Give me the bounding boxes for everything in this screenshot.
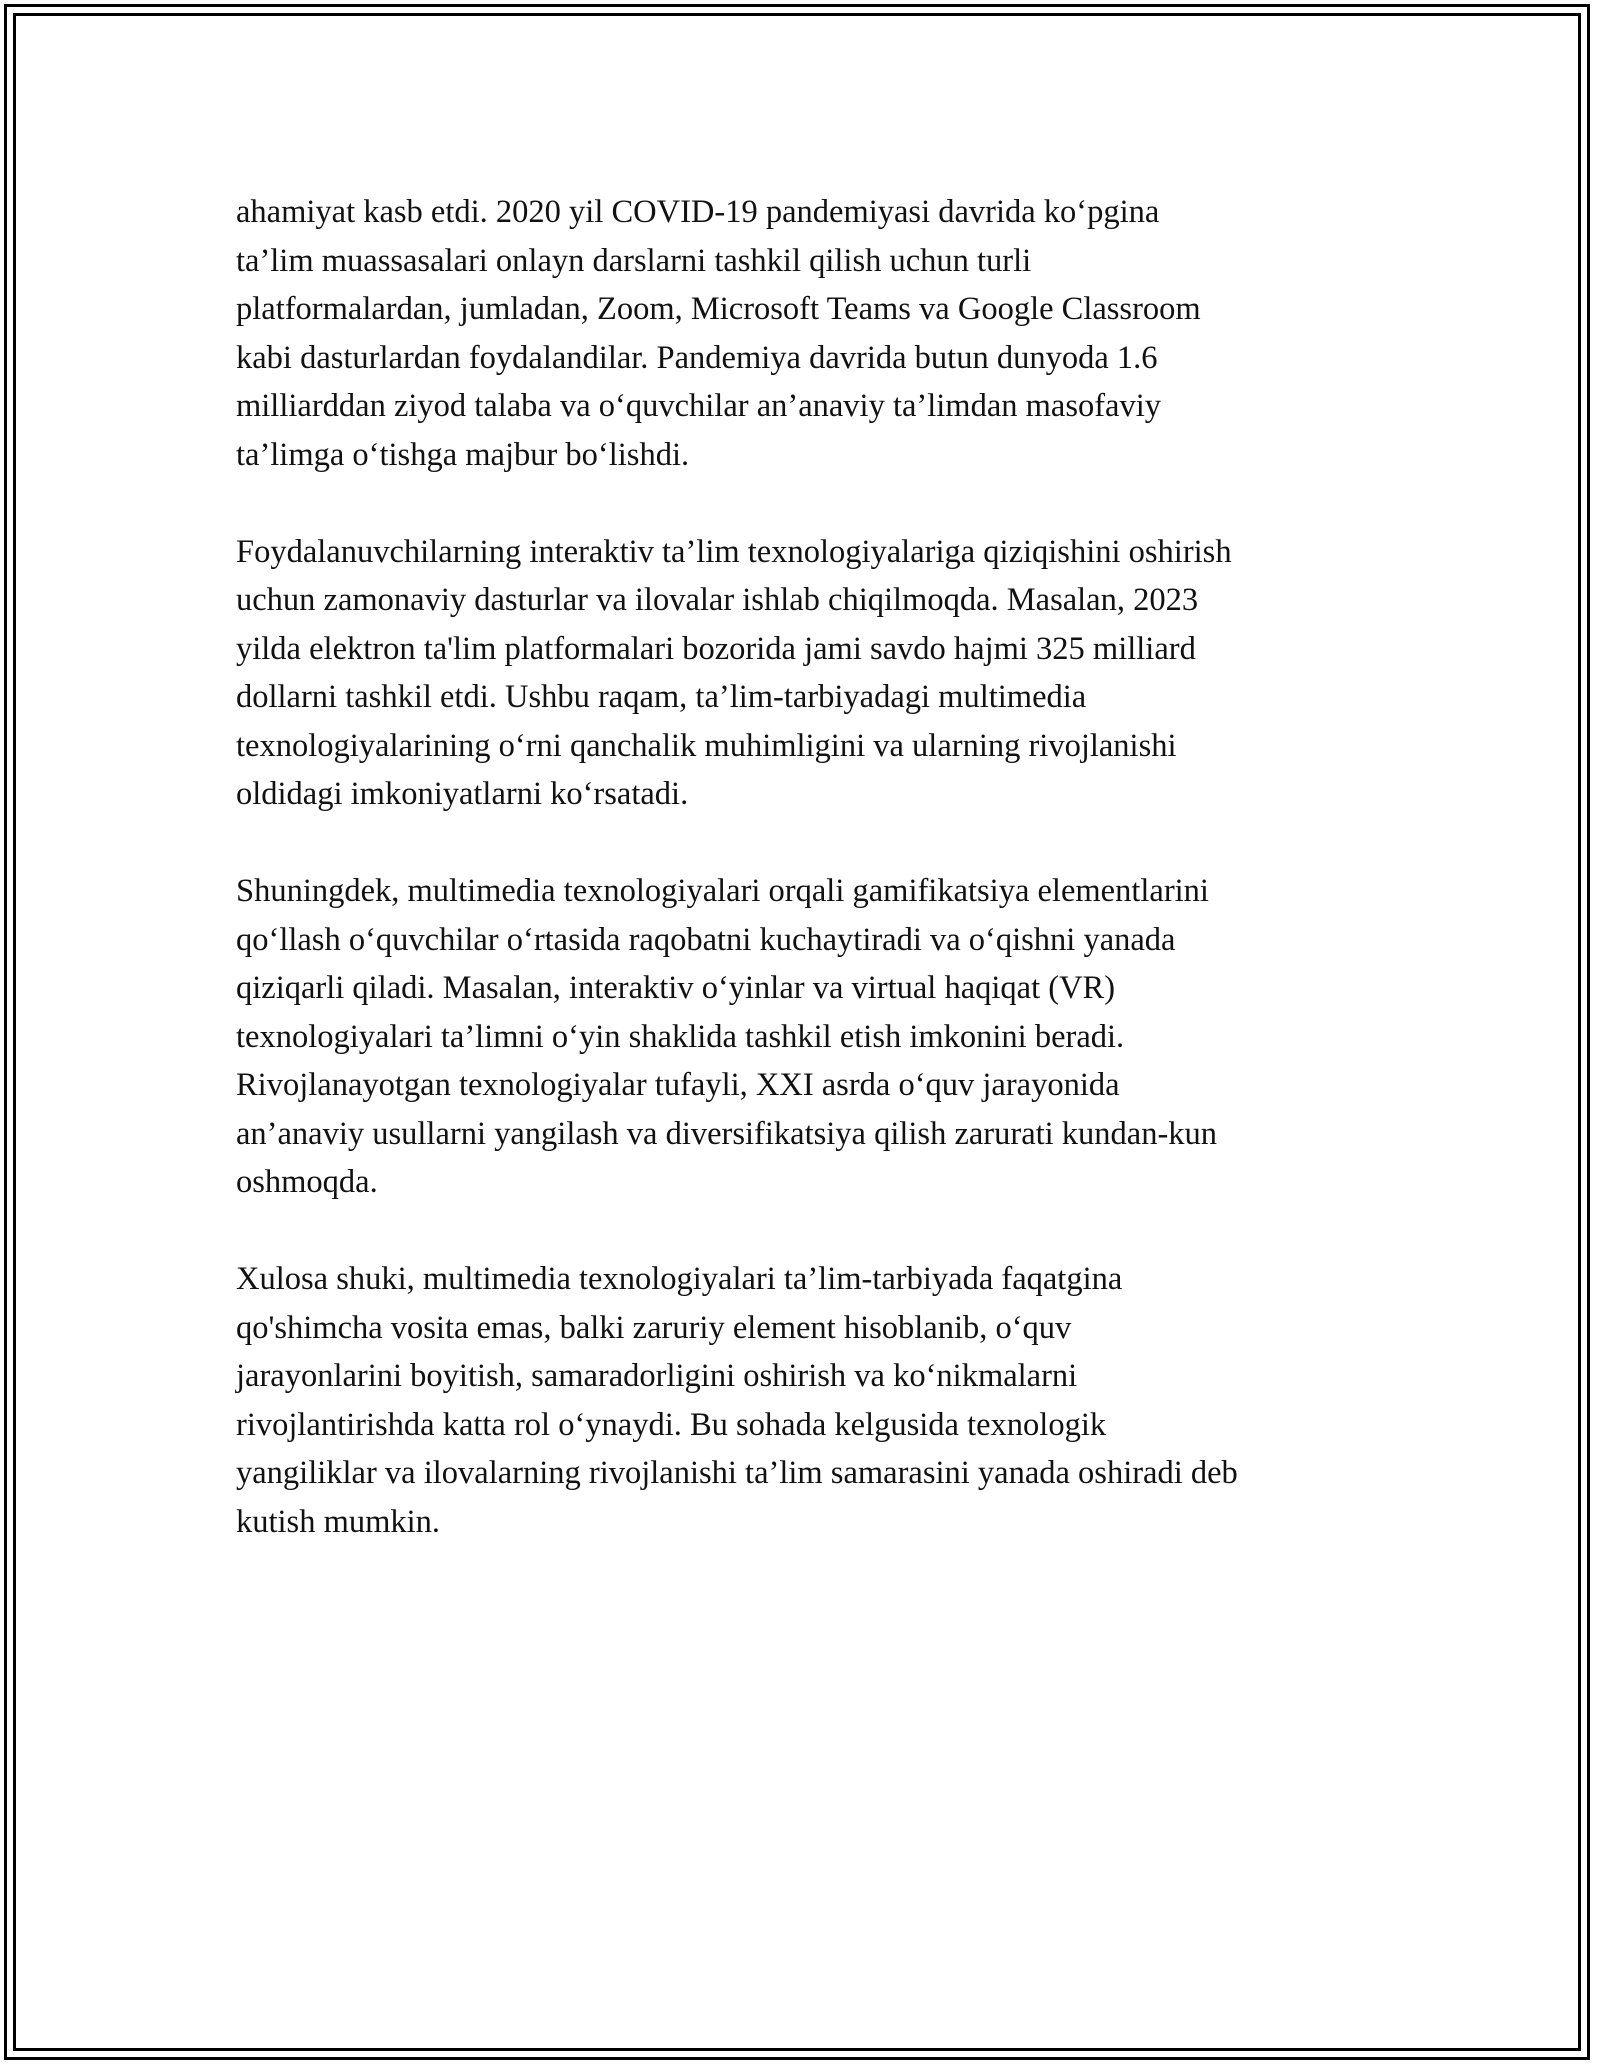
paragraph-conclusion: Xulosa shuki, multimedia texnologiyalari ta’lim-tarbiyada faqatgina qo'shimcha vosita emas, balki zaruriy element hisoblanib, oʻquv jarayonlarini boyitish, samaradorligini oshirish va koʻnikmalarni rivojlantirishda katta rol oʻynaydi. Bu sohada kelgusida texnologik yangiliklar va ilovalarning rivojlanishi ta’lim samarasini yanada oshiradi deb kutish mumkin. — [236, 1261, 1238, 1540]
paragraph-gamification: Shuningdek, multimedia texnologiyalari orqali gamifikatsiya elementlarini qoʻllash oʻquvchilar oʻrtasida raqobatni kuchaytiradi va oʻqishni yanada qiziqarli qiladi. Masalan, interaktiv oʻyinlar va virtual haqiqat (VR) texnologiyalari ta’limni oʻyin shaklida tashkil etish imkonini beradi. Rivojlanayotgan texnologiyalar tufayli, XXI asrda oʻquv jarayonida an’anaviy usullarni yangilash va diversifikatsiya qilish zarurati kundan-kun oshmoqda. — [236, 873, 1218, 1200]
paragraph-interactive-technologies: Foydalanuvchilarning interaktiv ta’lim texnologiyalariga qiziqishini oshirish uchun zamonaviy dasturlar va ilovalar ishlab chiqilmoqda. Masalan, 2023 yilda elektron ta'lim platformalari bozorida jami savdo hajmi 325 milliard dollarni tashkil etdi. Ushbu raqam, ta’lim-tarbiyadagi multimedia texnologiyalarining oʻrni qanchalik muhimligini va ularning rivojlanishi oldidagi imkoniyatlarni koʻrsatadi. — [236, 533, 1232, 812]
document-body — [236, 188, 1376, 1546]
paragraph-covid-platforms: ahamiyat kasb etdi. 2020 yil COVID-19 pandemiyasi davrida koʻpgina ta’lim muassasalari onlayn darslarni tashkil qilish uchun turli platformalardan, jumladan, Zoom, Microsoft Teams va Google Classroom kabi dasturlardan foydalandilar. Pandemiya davrida butun dunyoda 1.6 milliarddan ziyod talaba va oʻquvchilar an’anaviy ta’limdan masofaviy ta’limga oʻtishga majbur boʻlishdi. — [236, 194, 1201, 473]
